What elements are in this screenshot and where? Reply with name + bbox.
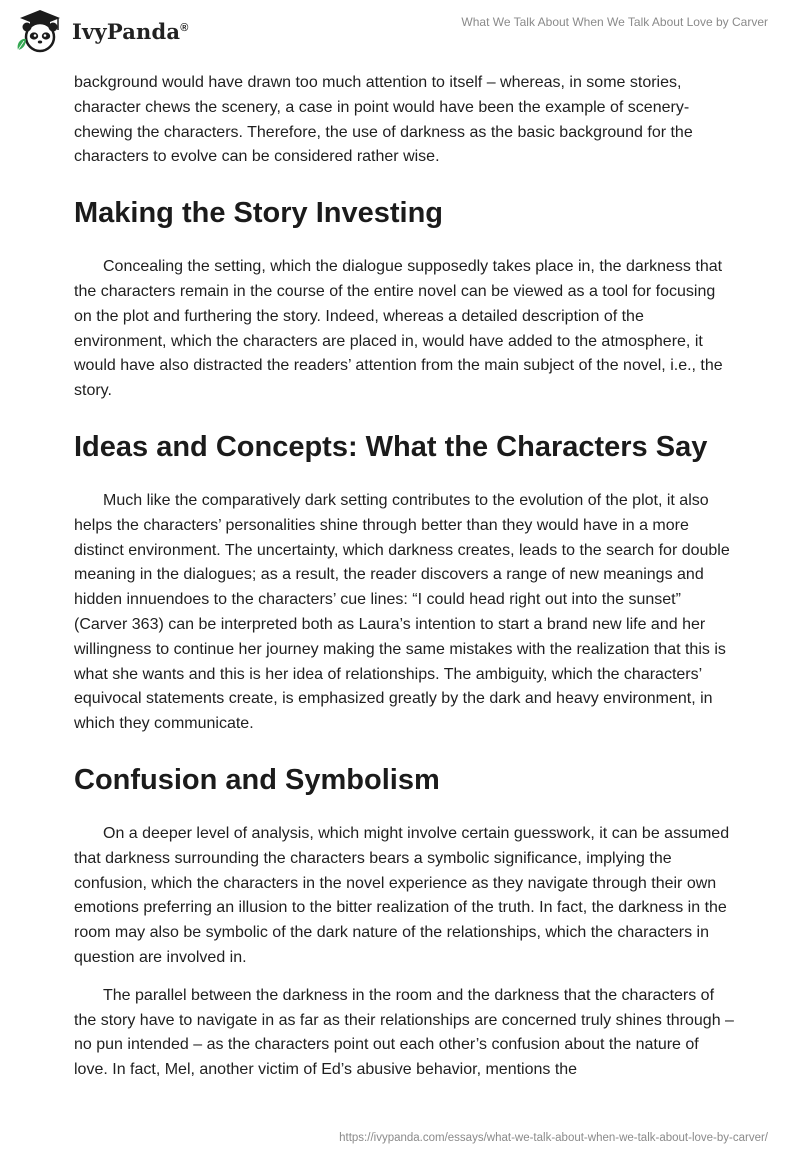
section-heading-ideas-and-concepts: Ideas and Concepts: What the Characters Say — [74, 430, 708, 463]
logo-text: IvyPanda® — [72, 18, 189, 44]
paragraph-continued: background would have drawn too much attention to itself – whereas, in some stories, character chews the scenery, a case in point would have been the example of scenery-chewing the characters. Therefore, the use of darkness as the basic background for the characters to evolve can be considered rather wise. — [74, 74, 693, 166]
panda-logo-icon — [14, 8, 66, 54]
paragraph: Much like the comparatively dark setting contributes to the evolution of the plot, it also helps the characters’ personalities shine through better than they would have in a more distinct environment. The uncertainty, which darkness creates, leads to the search for double meaning in the dialogues; as a result, the reader discovers a range of new meanings and hidden innuendoes to the characters’ cue lines: “I could head right out into the sunset” (Carver 363) can be interpreted both as Laura’s intention to start a brand new life and her willingness to continue her journey making the same mistakes with the realization that this is what she wants and this is her idea of relationships. The ambiguity, which the characters’ equivocal statements create, is emphasized greatly by the dark and heavy environment, in which they communicate. — [74, 491, 730, 733]
paragraph: The parallel between the darkness in the room and the darkness that the characters of the story have to navigate in as far as their relationships are concerned truly shines through – no pun intended – as the characters point out each other’s confusion about the nature of love. In fact, Mel, another victim of Ed’s abusive behavior, mentions the — [74, 986, 734, 1079]
logo[interactable] — [14, 8, 189, 54]
paragraph: On a deeper level of analysis, which might involve certain guesswork, it can be assumed that darkness surrounding the characters bears a symbolic significance, implying the confusion, which the characters in the novel experience as they navigate through their own emotions preferring an illusion to the bitter realization of the truth. In fact, the darkness in the room may also be symbolic of the dark nature of the relationships, which the characters in question are involved in. — [74, 824, 730, 966]
registered-mark: ® — [180, 21, 189, 34]
document-title: What We Talk About When We Talk About Love by Carver — [461, 15, 768, 29]
section-heading-confusion-and-symbolism: Confusion and Symbolism — [74, 763, 440, 796]
paragraph: Concealing the setting, which the dialogue supposedly takes place in, the darkness that the characters remain in the course of the entire novel can be viewed as a tool for focusing on the plot and furthering the story. Indeed, whereas a detailed description of the environment, which the characters are placed in, would have added to the atmosphere, it would have also distracted the readers’ attention from the main subject of the novel, i.e., the story. — [74, 258, 723, 400]
section-heading-making-the-story-investing: Making the Story Investing — [74, 197, 443, 230]
essay-content — [74, 71, 734, 1096]
page-header — [0, 0, 800, 64]
source-url[interactable]: https://ivypanda.com/essays/what-we-talk-about-when-we-talk-about-love-by-carver/ — [339, 1132, 768, 1144]
